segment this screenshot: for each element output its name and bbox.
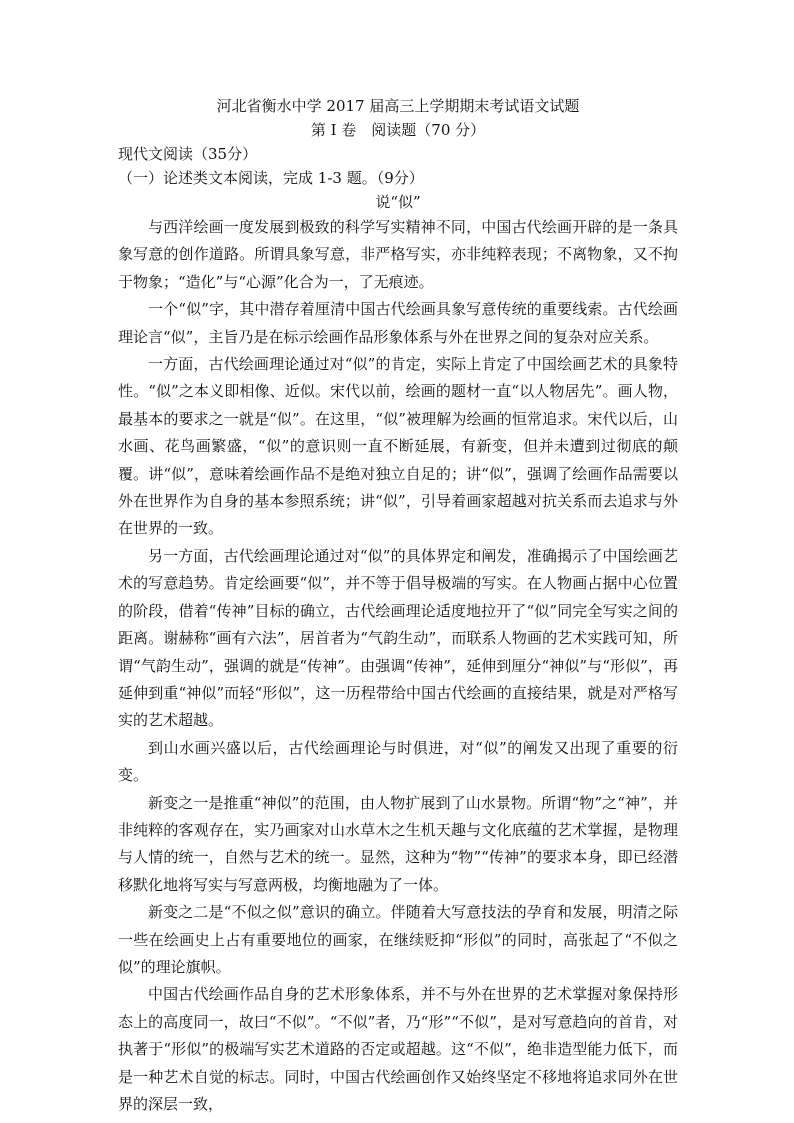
- essay-title: 说“似”: [375, 193, 421, 211]
- essay-paragraph: 新变之一是推重“神似”的范围，由人物扩展到了山水景物。所谓“物”之“神”，并非纯粹的客观存在，实乃画家对山水草木之生机天趣与文化底蕴的艺术掌握，是物理与人情的统一，自然与艺术的统一。显然，这种为“物”“传神”的要求本身，即已经潜移默化地将写实与写意两极，均衡地融为了一体。: [118, 793, 678, 894]
- essay-paragraph: 到山水画兴盛以后，古代绘画理论与时俱进，对“似”的阐发又出现了重要的衍变。: [118, 738, 678, 785]
- essay-paragraph: 一方面，古代绘画理论通过对“似”的肯定，实际上肯定了中国绘画艺术的具象特性。“似”之本义即相像、近似。宋代以前，绘画的题材一直“以人物居先”。画人物，最基本的要求之一就是“似”。在这里，“似”被理解为绘画的恒常追求。宋代以后，山水画、花鸟画繁盛，“似”的意识则一直不断延展，有新变，但并未遭到过彻底的颠覆。讲“似”，意味着绘画作品不是绝对独立自足的；讲“似”，强调了绘画作品需要以外在世界作为自身的基本参照系统；讲“似”，引导着画家超越对抗关系而去追求与外在世界的一致。: [118, 355, 678, 538]
- essay-paragraph: 中国古代绘画作品自身的艺术形象体系，并不与外在世界的艺术掌握对象保持形态上的高度同一，故曰“不似”。“不似”者，乃“形”“不似”，是对写意趋向的首肯，对执著于“形似”的极端写实艺术道路的否定或超越。这“不似”，绝非造型能力低下，而是一种艺术自觉的标志。同时，中国古代绘画创作又始终坚定不移地将追求同外在世界的深层一致，: [118, 985, 678, 1113]
- document-page: [118, 94, 678, 1118]
- section-heading-modern: 现代文阅读（35分）: [118, 145, 258, 163]
- section-heading-part1: （一）论述类文本阅读，完成 1-3 题。（9分）: [118, 169, 424, 187]
- essay-paragraph: 新变之二是“不似之似”意识的确立。伴随着大写意技法的孕育和发展，明清之际一些在绘画史上占有重要地位的画家，在继续贬抑“形似”的同时，高张起了“不似之似”的理论旗帜。: [118, 903, 678, 976]
- essay-paragraph: 一个“似”字，其中潜存着厘清中国古代绘画具象写意传统的重要线索。古代绘画理论言“似”，主旨乃是在标示绘画作品形象体系与外在世界之间的复杂对应关系。: [118, 300, 678, 346]
- essay-paragraph: 另一方面，古代绘画理论通过对“似”的具体界定和阐发，准确揭示了中国绘画艺术的写意趋势。肯定绘画要“似”，并不等于倡导极端的写实。在人物画占据中心位置的阶段，借着“传神”目标的确立，古代绘画理论适度地拉开了“似”同完全写实之间的距离。谢赫称“画有六法”，居首者为“气韵生动”，而联系人物画的艺术实践可知，所谓“气韵生动”，强调的就是“传神”。由强调“传神”，延伸到厘分“神似”与“形似”，再延伸到重“神似”而轻“形似”，这一历程带给中国古代绘画的直接结果，就是对严格写实的艺术超越。: [118, 546, 678, 730]
- essay-paragraph: 与西洋绘画一度发展到极致的科学写实精神不同，中国古代绘画开辟的是一条具象写意的创作道路。所谓具象写意，非严格写实，亦非纯粹表现；不离物象，又不拘于物象；“造化”与“心源”化合为一，了无痕迹。: [118, 218, 678, 291]
- exam-title: 河北省衡水中学 2017 届高三上学期期末考试语文试题: [216, 97, 580, 115]
- exam-subtitle: 第 I 卷 阅读题（70 分）: [310, 121, 486, 139]
